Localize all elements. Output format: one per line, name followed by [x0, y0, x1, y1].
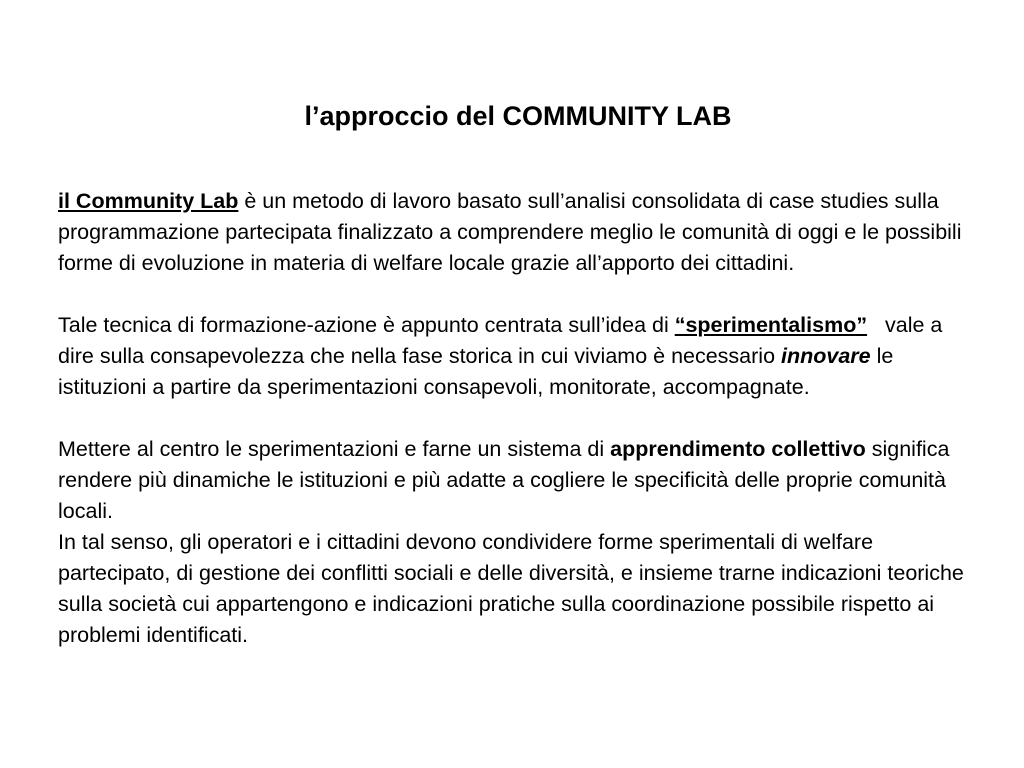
paragraph-operatori: In tal senso, gli operatori e i cittadini devono condividere forme sperimentali di welfare partecipato, di gestione dei conflitti sociali e delle diversità, e insieme trarne indicazioni teoriche sulla società cui appartengono e indicazioni pratiche sulla coordinazione possibile rispetto ai problemi identificati. [58, 530, 964, 647]
apprendimento-intro: Mettere al centro le sperimentazioni e farne un sistema di [58, 437, 611, 461]
sperimentalismo-intro: Tale tecnica di formazione-azione è appunto centrata sull’idea di [58, 313, 675, 337]
apprendimento-term: apprendimento collettivo [610, 437, 866, 461]
apprendimento-end: significa rendere più dinamiche le istituzioni e più adatte a cogliere le specificità delle proprie comunità locali. [58, 437, 950, 523]
sperimentalismo-middle: vale a dire sulla consapevolezza che nella fase storica in cui viviamo è necessario [58, 313, 949, 368]
slide-title: l’approccio del COMMUNITY LAB [304, 101, 732, 131]
paragraph-definition [58, 186, 968, 279]
sperimentalismo-end: le istituzioni a partire da sperimentazioni consapevoli, monitorate, accompagnate. [58, 344, 894, 399]
paragraph-sperimentalismo [58, 310, 968, 403]
paragraph-apprendimento [58, 434, 968, 527]
innovare-term: innovare [781, 344, 871, 368]
paragraph-spacer [58, 279, 968, 310]
slide-body [58, 186, 968, 651]
paragraph-spacer [58, 403, 968, 434]
sperimentalismo-term: “sperimentalismo” [674, 313, 868, 337]
definition-text: è un metodo di lavoro basato sull’analisi consolidata di case studies sulla programmazione partecipata finalizzato a comprendere meglio le comunità di oggi e le possibili forme di evoluzione in materia di welfare locale grazie all’apporto dei cittadini. [58, 189, 962, 275]
community-lab-term: il Community Lab [58, 189, 239, 213]
